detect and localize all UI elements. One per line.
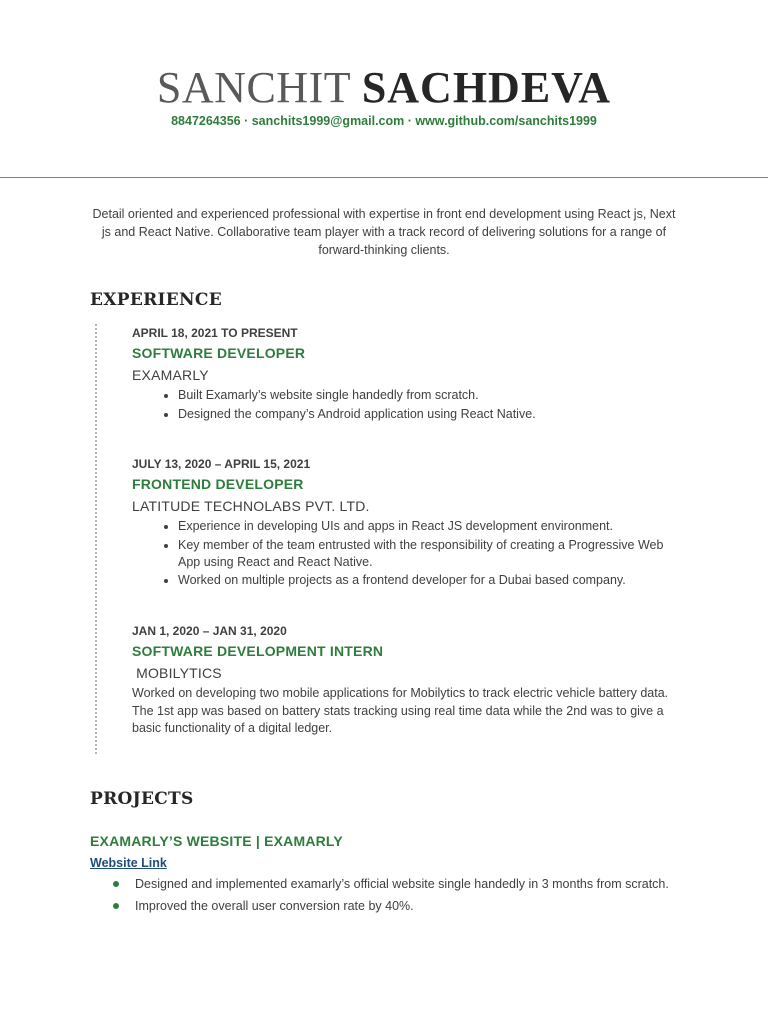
job-bullet: • Designed the company’s Android application using React Native. — [178, 406, 682, 423]
job-bullet: • Experience in developing UIs and apps in React JS development environment. — [178, 518, 682, 535]
project-bullet — [135, 876, 690, 893]
projects-heading: PROJECTS — [90, 789, 194, 809]
website-link[interactable]: Website Link — [90, 856, 167, 870]
job-date: APRIL 18, 2021 TO PRESENT — [132, 326, 298, 340]
job-bullet: • Built Examarly’s website single handedly from scratch. — [178, 387, 682, 404]
job-company: MOBILYTICS — [132, 665, 222, 681]
project-entry — [90, 832, 690, 920]
experience-timeline-line — [95, 324, 97, 754]
job-date: JAN 1, 2020 – JAN 31, 2020 — [132, 624, 287, 638]
last-name: SACHDEVA — [361, 63, 612, 112]
job-bullet: • Key member of the team entrusted with the responsibility of creating a Progressive Web App using React and React Native. — [178, 537, 682, 571]
project-bullets — [90, 876, 690, 915]
job-role: FRONTEND DEVELOPER — [132, 476, 304, 492]
contact-info: 8847264356 · sanchits1999@gmail.com · www.github.com/sanchits1999 — [171, 114, 597, 128]
job-role: SOFTWARE DEVELOPER — [132, 345, 306, 361]
experience-entry — [132, 623, 682, 738]
project-bullet — [135, 898, 690, 915]
bullet-dot-icon — [113, 881, 119, 887]
experience-heading: EXPERIENCE — [90, 290, 222, 310]
summary-paragraph: Detail oriented and experienced professional with expertise in front end development using React js, Next js and React Native. Collaborative team player with a track record of delivering solutions for a range of forward-thinking clients. — [92, 207, 676, 257]
resume-name — [0, 62, 768, 114]
header-divider — [0, 177, 768, 178]
project-bullet-text: Designed and implemented examarly’s official website single handedly in 3 months from scratch. — [135, 877, 669, 891]
job-company: LATITUDE TECHNOLABS PVT. LTD. — [132, 498, 370, 514]
experience-entry — [132, 325, 682, 424]
job-bullets — [132, 518, 682, 589]
project-title: EXAMARLY’S WEBSITE | EXAMARLY — [90, 833, 343, 849]
experience-entry — [132, 456, 682, 591]
job-bullet: • Worked on multiple projects as a frontend developer for a Dubai based company. — [178, 572, 682, 589]
first-name: SANCHIT — [156, 63, 351, 112]
job-bullets — [132, 387, 682, 423]
job-role: SOFTWARE DEVELOPMENT INTERN — [132, 643, 384, 659]
job-date: JULY 13, 2020 – APRIL 15, 2021 — [132, 457, 311, 471]
job-company: EXAMARLY — [132, 367, 209, 383]
project-bullet-text: Improved the overall user conversion rate by 40%. — [135, 899, 414, 913]
bullet-dot-icon — [113, 903, 119, 909]
job-description: Worked on developing two mobile applications for Mobilytics to track electric vehicle battery data. The 1st app was based on battery stats tracking using real time data while the 2nd was to give a basic functionality of a digital ledger. — [132, 686, 669, 735]
